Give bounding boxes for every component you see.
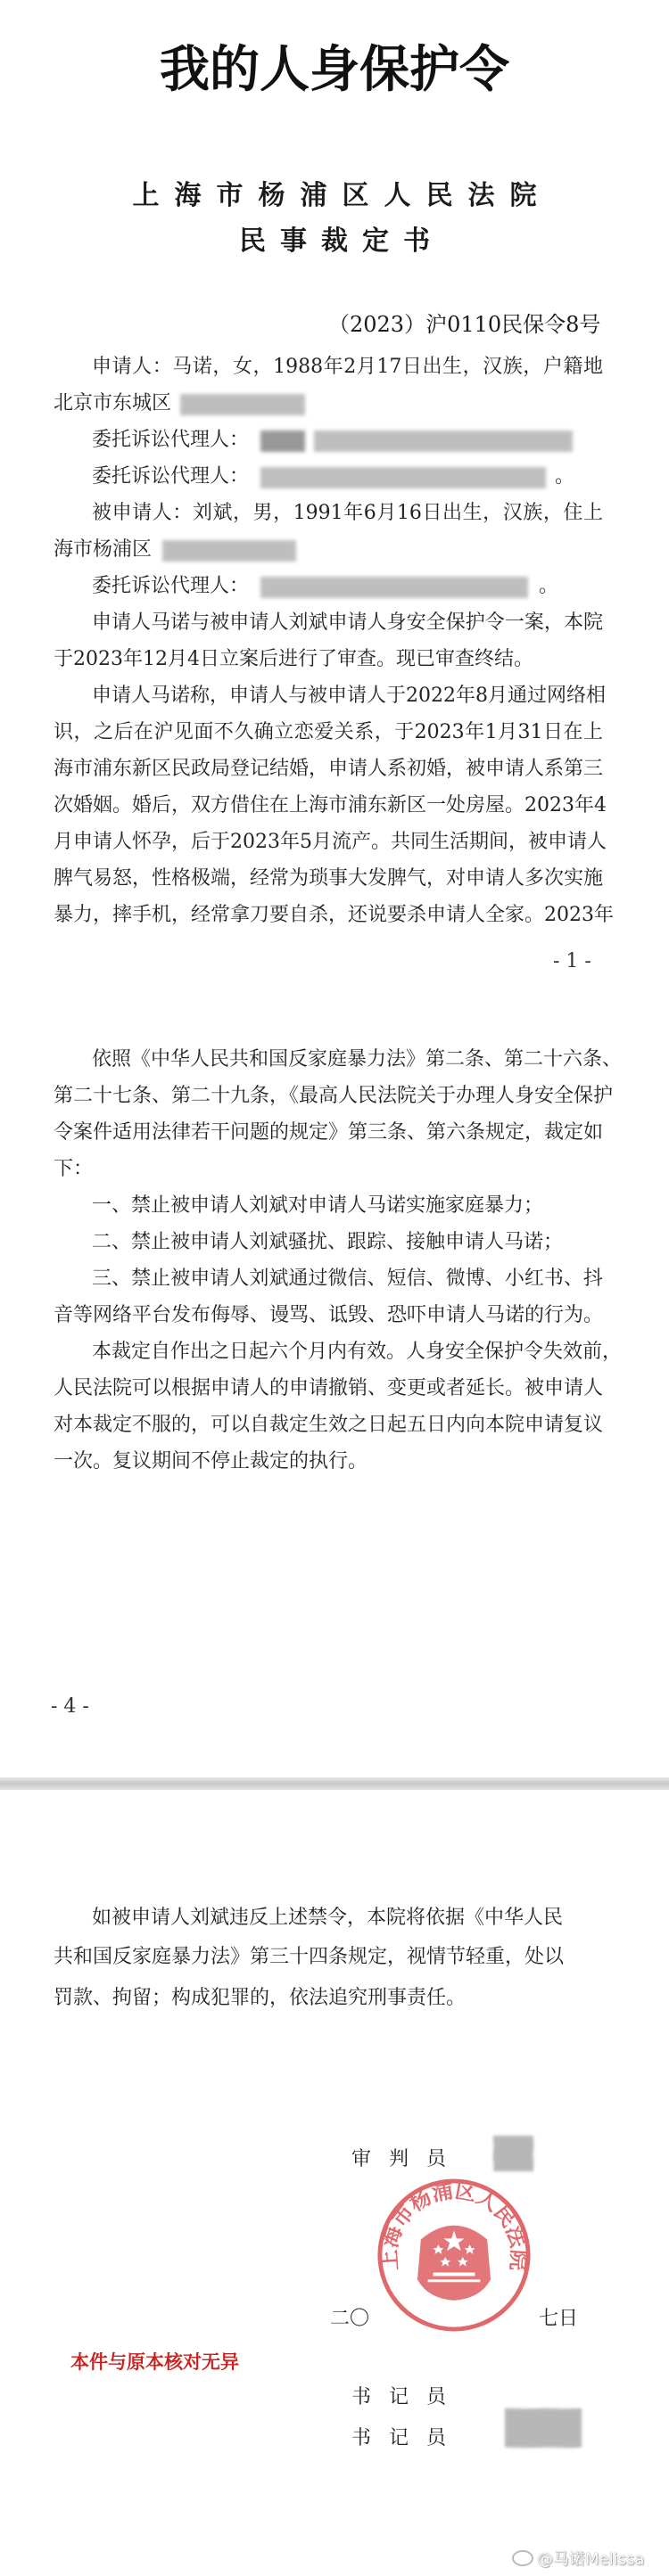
text-line: 罚款、拘留；构成犯罪的，依法追究刑事责任。: [54, 1987, 467, 2009]
judge-signature-redaction: [493, 2136, 533, 2171]
text-line: 令案件适用法律若干问题的规定》第三条、第六条规定，裁定如: [54, 1121, 604, 1144]
text-line: 人民法院可以根据申请人的申请撤销、变更或者延长。被申请人: [54, 1377, 604, 1399]
page-separator: [0, 1777, 669, 1790]
text-line: 申请人马诺称，申请人与被申请人于2022年8月通过网络相: [92, 685, 606, 707]
watermark-text: @马诺Melissa: [537, 2550, 645, 2569]
judge-label: 审判员: [351, 2148, 465, 2170]
text-line: 暴力，摔手机，经常拿刀要自杀，还说要杀申请人全家。2023年: [54, 904, 614, 926]
document-type: 民事裁定书: [239, 226, 444, 257]
text-line: 北京市东城区: [54, 392, 172, 414]
redaction: [180, 394, 305, 415]
case-number: （2023）沪0110民保令8号: [328, 312, 601, 337]
text-line: 音等网络平台发布侮辱、谩骂、诋毁、恐吓申请人马诺的行为。: [54, 1304, 604, 1326]
text-line: 海市浦东新区民政局登记结婚，申请人系初婚，被申请人系第三: [54, 758, 604, 780]
text-line: 下：: [54, 1158, 94, 1180]
text-line: 本裁定自作出之日起六个月内有效。人身安全保护令失效前，: [92, 1341, 623, 1363]
page-title: 我的人身保护令: [160, 41, 509, 99]
period: 。: [555, 465, 575, 488]
text-line: 于2023年12月4日立案后进行了审查。现已审查终结。: [54, 648, 533, 670]
seal-text-path: 上海市杨浦区人民法院: [376, 2178, 533, 2272]
redaction: [260, 431, 305, 452]
weibo-icon: [512, 2550, 533, 2566]
court-seal: [376, 2177, 533, 2334]
watermark: [512, 2549, 644, 2571]
text-line: 海市杨浦区: [54, 538, 153, 561]
national-emblem-icon: [417, 2226, 491, 2301]
text-line: 次婚姻。婚后，双方借住在上海市浦东新区一处房屋。2023年4: [54, 794, 607, 816]
text-line: 依照《中华人民共和国反家庭暴力法》第二条、第二十六条、: [92, 1048, 623, 1071]
text-line: 委托诉讼代理人：: [92, 429, 250, 451]
redaction: [260, 577, 528, 598]
text-line: 月申请人怀孕，后于2023年5月流产。共同生活期间，被申请人: [54, 831, 607, 853]
redaction: [314, 431, 573, 452]
order-item: 一、禁止被申请人刘斌对申请人马诺实施家庭暴力；: [92, 1194, 544, 1217]
text-line: 第二十七条、第二十九条，《最高人民法院关于办理人身安全保护: [54, 1085, 614, 1107]
text-line: 委托诉讼代理人：: [92, 465, 250, 488]
text-line: 被申请人：刘斌，男，1991年6月16日出生，汉族，住上: [92, 502, 603, 524]
order-item: 二、禁止被申请人刘斌骚扰、跟踪、接触申请人马诺；: [92, 1231, 564, 1253]
page-number: - 4 -: [51, 1695, 89, 1718]
date-left: 二〇: [330, 2308, 370, 2330]
page-number: - 1 -: [553, 950, 591, 972]
text-line: 对本裁定不服的，可以自裁定生效之日起五日内向本院申请复议: [54, 1414, 604, 1436]
text-line: 如被申请人刘斌违反上述禁令，本院将依据《中华人民: [92, 1907, 564, 1929]
order-item: 三、禁止被申请人刘斌通过微信、短信、微博、小红书、抖: [92, 1267, 603, 1290]
text-line: 申请人马诺与被申请人刘斌申请人身安全保护令一案，本院: [92, 611, 603, 634]
text-line: 识，之后在沪见面不久确立恋爱关系，于2023年1月31日在上: [54, 721, 603, 743]
court-name: 上海市杨浦区人民法院: [132, 180, 552, 211]
redaction: [162, 540, 296, 562]
text-line: 申请人：马诺，女，1988年2月17日出生，汉族，户籍地: [92, 356, 603, 378]
period: 。: [539, 575, 559, 597]
redaction: [260, 467, 546, 488]
clerk-label: 书记员: [351, 2386, 465, 2408]
text-line: 委托诉讼代理人：: [92, 575, 250, 597]
certification-stamp: 本件与原本核对无异: [70, 2351, 239, 2373]
text-line: 脾气易怒，性格极端，经常为琐事大发脾气，对申请人多次实施: [54, 867, 604, 890]
clerk-label: 书记员: [351, 2427, 465, 2449]
text-line: 一次。复议期间不停止裁定的执行。: [54, 1450, 368, 1473]
clerk-signature-redaction: [505, 2408, 582, 2448]
date-right: 七日: [539, 2308, 579, 2330]
text-line: 共和国反家庭暴力法》第三十四条规定，视情节轻重，处以: [54, 1946, 565, 1968]
